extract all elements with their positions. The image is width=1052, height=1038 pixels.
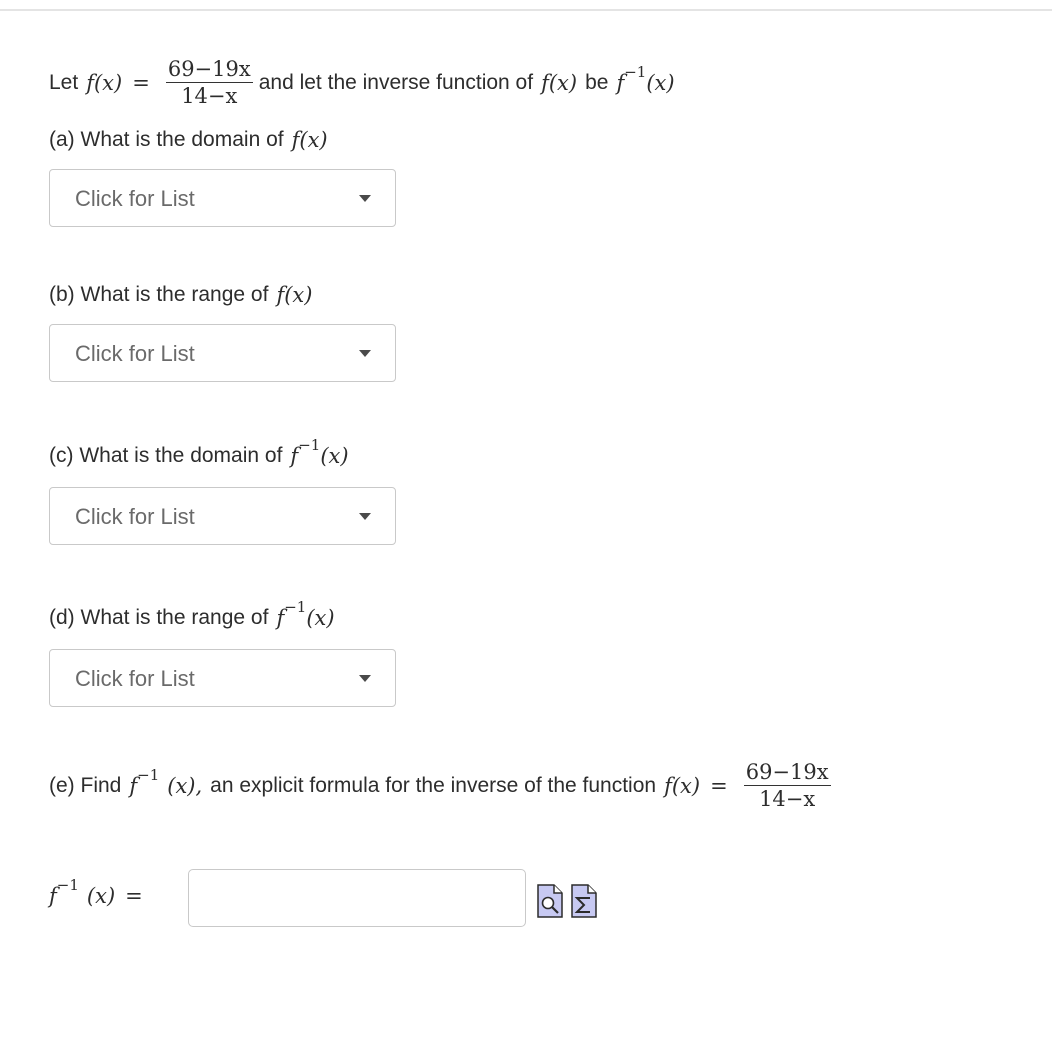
question-e-text: an explicit formula for the inverse of the function	[210, 773, 657, 797]
preview-answer-icon[interactable]	[537, 884, 563, 918]
question-e-f-of-x: f(x)	[664, 773, 701, 798]
intro-middle-text: and let the inverse function of	[258, 70, 534, 94]
fraction-denominator: 14−x	[181, 84, 238, 109]
question-c	[49, 436, 349, 468]
question-b-label: (b) What is the range of	[49, 283, 269, 306]
question-a-label: (a) What is the domain of	[49, 128, 284, 151]
question-c-math-base: f	[290, 444, 299, 468]
f-inverse-arg: (x)	[646, 70, 675, 95]
select-placeholder: Click for List	[75, 666, 195, 691]
answer-lhs-exponent: −1	[56, 876, 79, 894]
fraction-denominator: 14−x	[759, 787, 816, 812]
range-finv-select[interactable]	[49, 649, 396, 707]
question-e	[49, 761, 837, 810]
select-placeholder: Click for List	[75, 341, 195, 366]
answer-label	[49, 876, 153, 908]
equals-sign: =	[132, 70, 150, 95]
f-of-x: f(x)	[86, 70, 123, 95]
top-divider	[0, 9, 1052, 11]
question-d-math-arg: (x)	[306, 606, 335, 630]
fraction-numerator: 69−19x	[167, 57, 251, 81]
question-d	[49, 598, 335, 630]
question-e-finv-base: f	[129, 773, 138, 798]
question-a-math: f(x)	[291, 128, 328, 152]
intro-be: be	[585, 70, 609, 94]
dropdown-caret-icon	[359, 350, 371, 357]
select-placeholder: Click for List	[75, 504, 195, 529]
equation-editor-icon[interactable]	[571, 884, 597, 918]
intro-prefix: Let	[49, 70, 79, 94]
range-f-select[interactable]	[49, 324, 396, 382]
f-of-x-2: f(x)	[541, 70, 578, 95]
question-d-math-base: f	[276, 606, 285, 630]
question-d-label: (d) What is the range of	[49, 606, 269, 629]
question-b-math: f(x)	[276, 283, 313, 307]
question-c-math-exponent: −1	[298, 436, 321, 454]
function-fraction	[166, 58, 253, 107]
domain-f-select[interactable]	[49, 169, 396, 227]
fraction-numerator: 69−19x	[745, 760, 829, 784]
domain-finv-select[interactable]	[49, 487, 396, 545]
function-fraction	[744, 761, 831, 810]
question-c-math-arg: (x)	[320, 444, 349, 468]
dropdown-caret-icon	[359, 675, 371, 682]
inverse-formula-input[interactable]	[188, 869, 526, 927]
dropdown-caret-icon	[359, 513, 371, 520]
question-e-prefix: (e) Find	[49, 773, 122, 797]
equals-sign: =	[125, 884, 143, 908]
dropdown-caret-icon	[359, 195, 371, 202]
f-inverse-exponent: −1	[624, 62, 647, 81]
answer-lhs-base: f	[49, 884, 57, 908]
question-b	[49, 283, 312, 307]
answer-lhs-arg: (x)	[86, 884, 116, 908]
equals-sign: =	[710, 773, 728, 798]
question-e-finv-exponent: −1	[137, 765, 160, 784]
question-a	[49, 128, 328, 152]
problem-statement	[49, 58, 675, 107]
select-placeholder: Click for List	[75, 186, 195, 211]
f-inverse-base: f	[616, 70, 625, 95]
question-e-finv-arg: (x),	[167, 773, 203, 798]
question-d-math-exponent: −1	[284, 598, 307, 616]
question-c-label: (c) What is the domain of	[49, 444, 283, 467]
